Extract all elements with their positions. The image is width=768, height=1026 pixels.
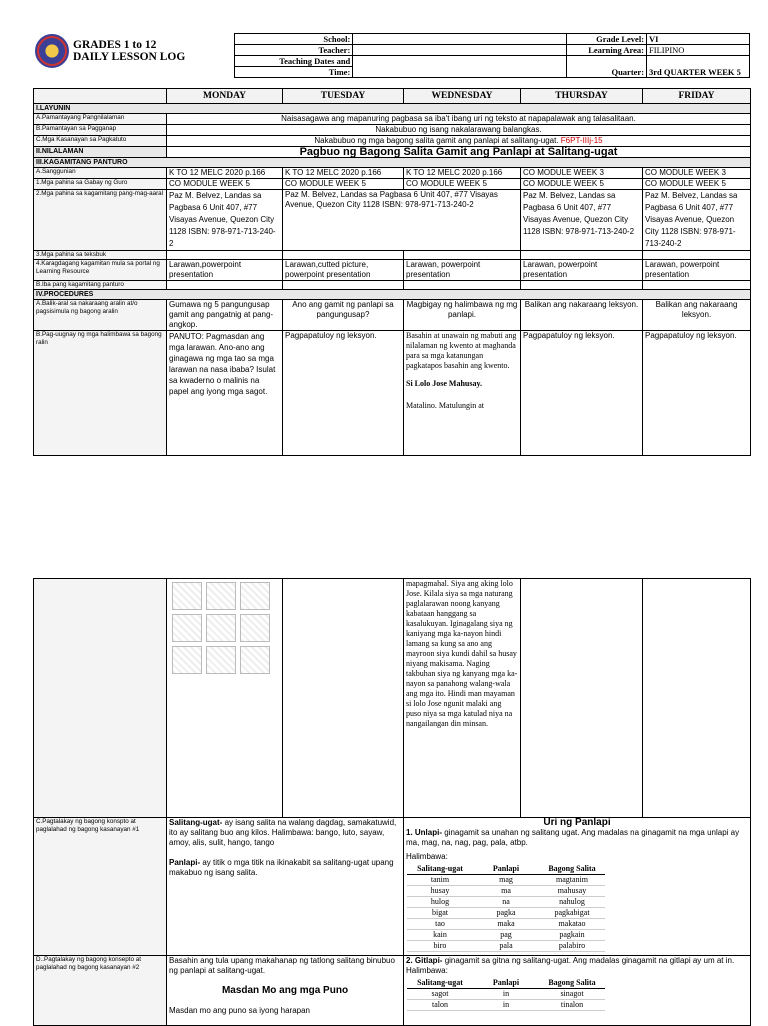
dates-value: [353, 56, 567, 78]
paghahabi-wed-text: Basahin at unawain ng mabuti ang nilalaman ng kwento at maghanda para sa mga katanungan pagkatapos basahin ang kwento.: [406, 331, 517, 370]
section-kagamitan: III.KAGAMITANG PANTURO: [34, 158, 751, 168]
gabay-wed: CO MODULE WEEK 5: [404, 179, 521, 190]
picture-icon: [206, 582, 236, 610]
mini-table-cell: makatao: [539, 919, 605, 930]
kasanayan-cell: [167, 136, 751, 147]
row-label-d: D..Pagtalakay ng bagong konsepto at paglalahad ng bagong kasanayan #2: [34, 956, 167, 1026]
brand-title: GRADES 1 to 12 DAILY LESSON LOG: [73, 38, 186, 63]
mini-table-row: [407, 919, 605, 930]
tula-cell: [167, 956, 404, 1026]
gabay-thu: CO MODULE WEEK 5: [521, 179, 643, 190]
picture-icon: [172, 582, 202, 610]
poem-line: Masdan mo ang puno sa iyong harapan: [169, 1006, 310, 1015]
area-value: FILIPINO: [647, 45, 750, 56]
deped-seal-icon: [35, 34, 69, 68]
row-label-pamantayang: A.Pamantayang Pangnilalaman: [34, 114, 167, 125]
pagganap-value: Nakabubuo ng isang nakalarawang balangkas.: [167, 125, 751, 136]
mini-table-cell: bigat: [407, 908, 473, 919]
karagdagang-wed: Larawan, powerpoint presentation: [404, 260, 521, 281]
mini-table-header: [407, 864, 605, 875]
poem-title: Masdan Mo ang mga Puno: [221, 985, 349, 996]
mini-table-cell: sinagot: [539, 989, 605, 1000]
row-label-iba: B.Iba pang kagamitang panturo: [34, 281, 167, 290]
mini-table-cell: in: [473, 1000, 539, 1011]
mini-table-cell: hulog: [407, 897, 473, 908]
paghahabi-wed: [404, 331, 521, 456]
kagamitang-mon: Paz M. Belvez, Landas sa Pagbasa 6 Unit 407, #77 Visayas Avenue, Quezon City 1128 ISBN: 978-971-713-240-2: [167, 190, 283, 251]
pictures-cell: [167, 579, 283, 818]
picture-icon: [206, 646, 236, 674]
mini-table-cell: tinalon: [539, 1000, 605, 1011]
unlapi-def: 1. Unlapi- ginagamit sa unahan ng salitang ugat. Ang madalas na ginagamit na mga unlapi ay ma, mag, na, nag, pag, pala, atbp.: [406, 828, 740, 847]
karagdagang-mon: Larawan,powerpoint presentation: [167, 260, 283, 281]
header-table: [33, 33, 750, 78]
mini-table-row: [407, 1000, 605, 1011]
kagamitang-thu: Paz M. Belvez, Landas sa Pagbasa 6 Unit 407, #77 Visayas Avenue, Quezon City 1128 ISBN: 978-971-713-240-2: [521, 190, 643, 251]
mini-table-header: [407, 978, 605, 989]
mini-table-cell: na: [473, 897, 539, 908]
day-wednesday: WEDNESDAY: [404, 89, 521, 104]
mini-table-cell: Bagong Salita: [539, 864, 605, 875]
teksbuk-mon: [167, 251, 283, 260]
mini-table-cell: pagka: [473, 908, 539, 919]
gabay-fri: CO MODULE WEEK 5: [643, 179, 751, 190]
mini-table-cell: magtanim: [539, 875, 605, 886]
iba-fri: [643, 281, 751, 290]
panlapi-def: Panlapi- ay titik o mga titik na ikinakabit sa salitang-ugat upang makabuo ng isang salita.: [169, 858, 394, 877]
mini-table-cell: Salitang-ugat: [407, 978, 473, 989]
sanggunian-tue: K TO 12 MELC 2020 p.166: [283, 168, 404, 179]
brand-block: [33, 34, 235, 78]
story-continuation: mapagmahal. Siya ang aking lolo Jose. Kilala siya sa mga naturang paglalarawan noong kanyang kabataan hanggang sa kasalukuyan. Iginagalang siya ng kaniyang mga ka-nayon hindi lamang sa kung sa ano ang mayroon siya kundi dahil sa husay niyang makisama. Naging takbuhan siya ng kanyang mga ka-nayon sa panahong walang-wala ang mga ito. Hindi man mayaman si lolo Jose ngunit malaki ang puso niya sa mga katulad niya na nangailangan din minsan.: [404, 579, 521, 818]
mini-table-cell: talon: [407, 1000, 473, 1011]
sanggunian-fri: CO MODULE WEEK 3: [643, 168, 751, 179]
teksbuk-fri: [643, 251, 751, 260]
mini-table-cell: mahusay: [539, 886, 605, 897]
picture-icon: [240, 614, 270, 642]
mini-table-cell: maka: [473, 919, 539, 930]
mini-table-cell: pagkain: [539, 930, 605, 941]
picture-icon: [206, 614, 236, 642]
d-instruction: Basahin ang tula upang makahanap ng tatlong salitang binubuo ng panlapi at salitang-ugat.: [169, 956, 395, 975]
nilalaman-value: Pagbuo ng Bagong Salita Gamit ang Panlapi at Salitang-ugat: [167, 147, 751, 158]
balik-tue: Ano ang gamit ng panlapi sa pangungusap?: [283, 300, 404, 331]
section-procedures: IV.PROCEDURES: [34, 290, 751, 300]
row-label-c: C.Pagtalakay ng bagong konspto at paglalahad ng bagong kasanayan #1: [34, 818, 167, 956]
mini-table-row: [407, 886, 605, 897]
salitang-ugat-def: Salitang-ugat- ay isang salita na walang dagdag, samakatuwid, ito ay salitang buo ang kilos. Halimbawa: bango, luto, sayaw, amoy, alis, sulit, hango, tango: [169, 818, 397, 847]
teksbuk-wed: [404, 251, 521, 260]
balik-wed: Magbigay ng halimbawa ng mg panlapi.: [404, 300, 521, 331]
sanggunian-thu: CO MODULE WEEK 3: [521, 168, 643, 179]
gitlapi-cell: [404, 956, 751, 1026]
mini-table-cell: tanim: [407, 875, 473, 886]
gabay-tue: CO MODULE WEEK 5: [283, 179, 404, 190]
mini-table-cell: palabiro: [539, 941, 605, 952]
paghahabi-mon: PANUTO: Pagmasdan ang mga larawan. Ano-ano ang ginagawa ng mga tao sa mga larawan na nasa ibaba? Isulat sa kwaderno o malinis na papel ang iyong mga sagot.: [167, 331, 283, 456]
day-thursday: THURSDAY: [521, 89, 643, 104]
section-layunin: I.LAYUNIN: [34, 104, 751, 114]
story-start: Matalino. Matulungin at: [406, 401, 484, 410]
kagamitang-tue-wed: Paz M. Belvez, Landas sa Pagbasa 6 Unit 407, #77 Visayas Avenue, Quezon City 1128 ISBN: 978-971-713-240-2: [283, 190, 521, 251]
activity-pictures: [169, 579, 275, 677]
section-nilalaman: II.NILALAMAN: [34, 147, 167, 158]
mini-table-cell: kain: [407, 930, 473, 941]
halimbawa-label: Halimbawa:: [406, 852, 448, 861]
paghahabi-tue: Pagpapatuloy ng leksyon.: [283, 331, 404, 456]
lesson-table-page2: [33, 578, 751, 1026]
gitlapi-table: [407, 978, 605, 1011]
mini-table-row: [407, 989, 605, 1000]
pamantayang-value: Naisasagawa ang mapanuring pagbasa sa iba't ibang uri ng teksto at napapalawak ang talasalitaan.: [167, 114, 751, 125]
grade-value: VI: [647, 34, 750, 45]
day-tuesday: TUESDAY: [283, 89, 404, 104]
balik-mon: Gumawa ng 5 pangungusap gamit ang pangatnig at pang-angkop.: [167, 300, 283, 331]
mini-table-cell: Panlapi: [473, 864, 539, 875]
lesson-table: [33, 88, 751, 456]
teksbuk-thu: [521, 251, 643, 260]
mini-table-row: [407, 908, 605, 919]
quarter-value: 3rd QUARTER WEEK 5: [647, 56, 750, 78]
row-label-sanggunian: A.Sanggunian: [34, 168, 167, 179]
paghahabi-fri: Pagpapatuloy ng leksyon.: [643, 331, 751, 456]
row-label-pagganap: B.Pamantayan sa Pagganap: [34, 125, 167, 136]
uri-panlapi-title: Uri ng Panlapi: [543, 817, 611, 828]
corner-cell: [34, 89, 167, 104]
mini-table-cell: pagkabigat: [539, 908, 605, 919]
gabay-mon: CO MODULE WEEK 5: [167, 179, 283, 190]
teksbuk-tue: [283, 251, 404, 260]
teacher-value: [353, 45, 567, 56]
mini-table-row: [407, 941, 605, 952]
paghahabi-thu: Pagpapatuloy ng leksyon.: [521, 331, 643, 456]
p2-cont-thu: [521, 579, 643, 818]
gitlapi-def: 2. Gitlapi- ginagamit sa gitna ng salitang-ugat. Ang madalas ginagamit na gitlapi ay um at in.: [406, 956, 735, 965]
salitang-ugat-cell: [167, 818, 404, 956]
picture-icon: [172, 614, 202, 642]
story-title: Si Lolo Jose Mahusay.: [406, 379, 483, 388]
karagdagang-tue: Larawan,cutted picture, powerpoint presentation: [283, 260, 404, 281]
teacher-label: Teacher:: [235, 45, 353, 56]
mini-table-cell: pag: [473, 930, 539, 941]
area-label: Learning Area:: [567, 45, 647, 56]
mini-table-row: [407, 930, 605, 941]
sanggunian-mon: K TO 12 MELC 2020 p.166: [167, 168, 283, 179]
time-label: Time:: [235, 67, 353, 78]
p2-cont-fri: [643, 579, 751, 818]
dates-label: Teaching Dates and: [235, 56, 353, 67]
iba-wed: [404, 281, 521, 290]
school-label: School:: [235, 34, 353, 45]
karagdagang-fri: Larawan, powerpoint presentation: [643, 260, 751, 281]
school-value: [353, 34, 567, 45]
mini-table-row: [407, 897, 605, 908]
iba-mon: [167, 281, 283, 290]
mini-table-cell: nahulog: [539, 897, 605, 908]
p2-cont-tue: [283, 579, 404, 818]
iba-tue: [283, 281, 404, 290]
picture-icon: [172, 646, 202, 674]
kagamitang-fri: Paz M. Belvez, Landas sa Pagbasa 6 Unit 407, #77 Visayas Avenue, Quezon City 1128 ISBN: 978-971-713-240-2: [643, 190, 751, 251]
row-label-gabay: 1.Mga pahina sa Gabay ng Guro: [34, 179, 167, 190]
mini-table-cell: biro: [407, 941, 473, 952]
mini-table-cell: Bagong Salita: [539, 978, 605, 989]
balik-thu: Balikan ang nakaraang leksyon.: [521, 300, 643, 331]
row-label-karagdagang: 4.Karagdagang kagamitan mula sa portal ng Learning Resource: [34, 260, 167, 281]
mini-table-cell: sagot: [407, 989, 473, 1000]
unlapi-table: [407, 864, 605, 952]
picture-icon: [240, 646, 270, 674]
mini-table-cell: tao: [407, 919, 473, 930]
grade-label: Grade Level:: [567, 34, 647, 45]
row-label-kasanayan: C.Mga Kasanayan sa Pagkatuto: [34, 136, 167, 147]
day-monday: MONDAY: [167, 89, 283, 104]
row-label-balik: A.Balik-aral sa nakaraang aralin at/o pagsisimula ng bagong aralin: [34, 300, 167, 331]
balik-fri: Balikan ang nakaraang leksyon.: [643, 300, 751, 331]
picture-icon: [240, 582, 270, 610]
halimbawa-label-2: Halimbawa:: [406, 966, 448, 975]
mini-table-cell: in: [473, 989, 539, 1000]
mini-table-cell: ma: [473, 886, 539, 897]
mini-table-cell: pala: [473, 941, 539, 952]
row-label-paghahabi: B.Pag-uugnay ng mga halimbawa sa bagong ralin: [34, 331, 167, 456]
karagdagang-thu: Larawan, powerpoint presentation: [521, 260, 643, 281]
kasanayan-value: Nakabubuo ng mga bagong salita gamit ang panlapi at salitang-ugat.: [314, 136, 559, 145]
iba-thu: [521, 281, 643, 290]
kasanayan-code: F6PT-IIIj-15: [560, 136, 603, 145]
mini-table-row: [407, 875, 605, 886]
mini-table-cell: mag: [473, 875, 539, 886]
mini-table-cell: husay: [407, 886, 473, 897]
sanggunian-wed: K TO 12 MELC 2020 p.166: [404, 168, 521, 179]
day-friday: FRIDAY: [643, 89, 751, 104]
p2-label-cont: [34, 579, 167, 818]
row-label-kagamitang: 2.Mga pahina sa kagamitang pang-mag-aaral: [34, 190, 167, 251]
quarter-label: Quarter:: [567, 56, 647, 78]
mini-table-cell: Salitang-ugat: [407, 864, 473, 875]
mini-table-cell: Panlapi: [473, 978, 539, 989]
uri-panlapi-cell: [404, 818, 751, 956]
row-label-teksbuk: 3.Mga pahina sa teksbuk: [34, 251, 167, 260]
